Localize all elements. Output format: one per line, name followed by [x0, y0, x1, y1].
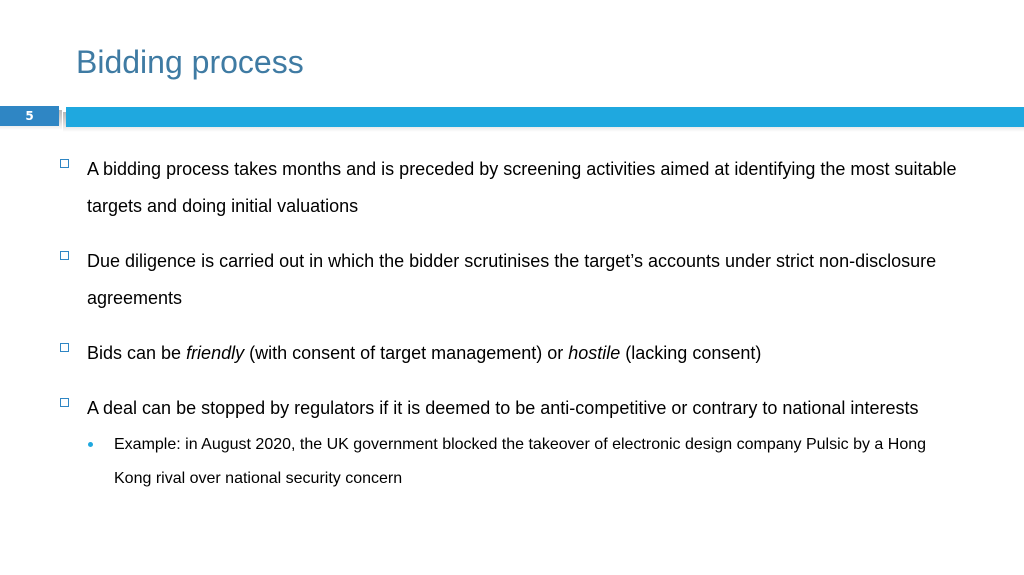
bullet-text: A deal can be stopped by regulators if it is deemed to be anti-competitive or contrary to national interests [87, 398, 919, 418]
header-bar [66, 107, 1024, 127]
bullet-text: Due diligence is carried out in which the bidder scrutinises the target’s accounts under strict non-disclosure agreements [87, 251, 937, 308]
bullet-item [60, 151, 960, 225]
dot-bullet-icon [88, 442, 93, 447]
bullet-text-hostile: hostile [568, 343, 621, 363]
sub-bullet-list [87, 428, 960, 496]
bullet-item [60, 390, 960, 496]
page-number: 5 [0, 106, 59, 126]
bullet-text-suffix: (lacking consent) [620, 343, 762, 363]
sub-bullet-item [87, 428, 960, 496]
slide-title: Bidding process [76, 44, 304, 80]
bullet-text-friendly: friendly [186, 343, 245, 363]
bullet-item [60, 243, 960, 317]
bullet-text-middle: (with consent of target management) or [244, 343, 569, 363]
hollow-square-bullet-icon [60, 398, 69, 407]
hollow-square-bullet-icon [60, 251, 69, 260]
hollow-square-bullet-icon [60, 343, 69, 352]
hollow-square-bullet-icon [60, 159, 69, 168]
sub-bullet-text: Example: in August 2020, the UK government blocked the takeover of electronic design company Pulsic by a Hong Kong rival over national security concern [114, 436, 927, 487]
bullet-list [60, 151, 960, 514]
bullet-text: A bidding process takes months and is preceded by screening activities aimed at identifying the most suitable targets and doing initial valuations [87, 159, 957, 216]
bullet-item [60, 335, 960, 372]
bullet-text-prefix: Bids can be [87, 343, 187, 363]
